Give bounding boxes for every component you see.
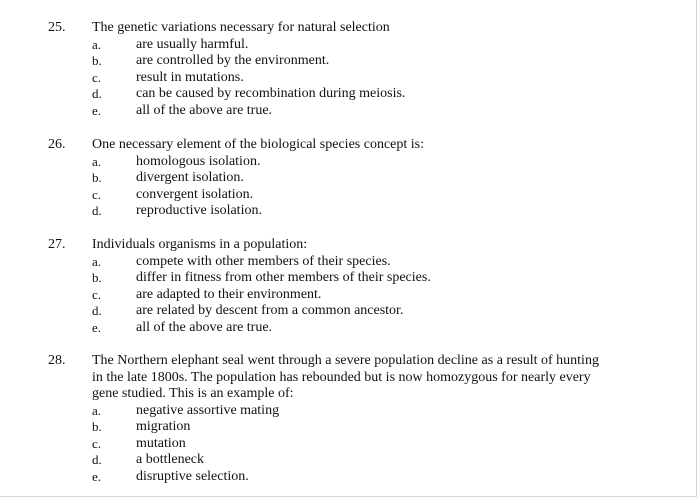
- option-letter: c.: [92, 435, 102, 451]
- option-c[interactable]: [0, 287, 640, 304]
- option-text: a bottleneck: [136, 452, 205, 467]
- option-text: differ in fitness from other members of their species.: [136, 270, 431, 285]
- option-text: are related by descent from a common ancestor.: [136, 303, 404, 318]
- option-letter: e.: [92, 468, 102, 484]
- option-a[interactable]: [0, 254, 640, 271]
- question-stem: One necessary element of the biological species concept is:: [92, 137, 424, 152]
- option-letter: c.: [92, 286, 102, 302]
- option-letter: b.: [92, 53, 102, 68]
- option-c[interactable]: [0, 187, 640, 204]
- option-letter: a.: [92, 36, 102, 52]
- option-text: can be caused by recombination during meiosis.: [136, 86, 406, 101]
- option-text: mutation: [136, 435, 186, 451]
- option-text: negative assortive mating: [136, 402, 280, 418]
- question-stem: The Northern elephant seal went through a severe population decline as a result of hunting in the late 1800s. The population has rebounded but is now homozygous for nearly every gene studied. This is an example of:: [92, 353, 599, 401]
- option-c[interactable]: [0, 70, 640, 87]
- option-text: are usually harmful.: [136, 36, 249, 52]
- option-text: result in mutations.: [136, 69, 244, 85]
- option-text: divergent isolation.: [136, 170, 244, 185]
- option-b[interactable]: [0, 170, 640, 187]
- option-text: homologous isolation.: [136, 153, 261, 169]
- option-d[interactable]: [0, 452, 640, 469]
- option-a[interactable]: [0, 403, 640, 420]
- option-text: all of the above are true.: [136, 319, 273, 335]
- option-text: reproductive isolation.: [136, 203, 262, 218]
- option-text: all of the above are true.: [136, 102, 273, 118]
- option-e[interactable]: [0, 320, 640, 337]
- option-b[interactable]: [0, 270, 640, 287]
- option-d[interactable]: [0, 203, 640, 220]
- option-text: migration: [136, 419, 191, 434]
- question-number: 27.: [48, 237, 66, 252]
- question-stem: Individuals organisms in a population:: [92, 237, 308, 252]
- question-stem: The genetic variations necessary for natural selection: [92, 20, 390, 35]
- option-letter: c.: [92, 186, 102, 202]
- question-number: 26.: [48, 137, 66, 152]
- option-d[interactable]: [0, 86, 640, 103]
- option-letter: a.: [92, 253, 102, 269]
- option-a[interactable]: [0, 37, 640, 54]
- option-e[interactable]: [0, 469, 640, 486]
- option-d[interactable]: [0, 303, 640, 320]
- option-letter: e.: [92, 102, 102, 118]
- option-text: disruptive selection.: [136, 468, 249, 484]
- option-text: convergent isolation.: [136, 186, 254, 202]
- option-letter: c.: [92, 69, 102, 85]
- option-letter: b.: [92, 270, 102, 285]
- option-b[interactable]: [0, 419, 640, 436]
- option-text: are controlled by the environment.: [136, 53, 330, 68]
- question-number: 28.: [48, 353, 66, 368]
- option-c[interactable]: [0, 436, 640, 453]
- question-number: 25.: [48, 20, 66, 35]
- option-letter: d.: [92, 452, 102, 467]
- option-letter: d.: [92, 203, 102, 218]
- option-b[interactable]: [0, 53, 640, 70]
- option-letter: d.: [92, 303, 102, 318]
- option-a[interactable]: [0, 154, 640, 171]
- option-text: are adapted to their environment.: [136, 286, 322, 302]
- option-letter: b.: [92, 170, 102, 185]
- option-letter: e.: [92, 319, 102, 335]
- option-letter: a.: [92, 402, 102, 418]
- option-text: compete with other members of their species.: [136, 253, 391, 269]
- option-letter: d.: [92, 86, 102, 101]
- option-e[interactable]: [0, 103, 640, 120]
- option-letter: b.: [92, 419, 102, 434]
- option-letter: a.: [92, 153, 102, 169]
